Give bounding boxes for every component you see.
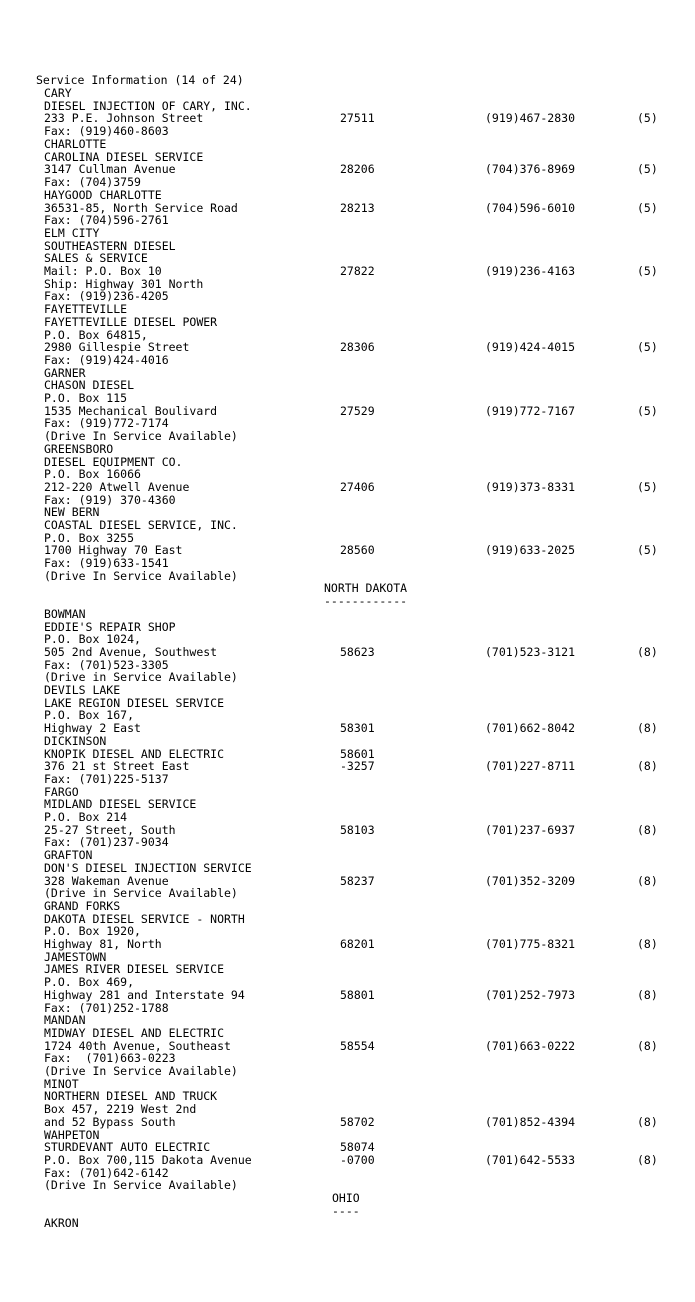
region-code: (8) bbox=[637, 759, 658, 773]
zip-code: 58702 bbox=[340, 1115, 375, 1129]
listing-text: MIDLAND DIESEL SERVICE bbox=[44, 797, 197, 811]
listing-text: P.O. Box 64815, bbox=[44, 328, 148, 342]
listing-text: 1724 40th Avenue, Southeast bbox=[44, 1039, 231, 1053]
listing-text: Highway 2 East bbox=[44, 721, 141, 735]
zip-code: 58801 bbox=[340, 988, 375, 1002]
region-code: (5) bbox=[637, 480, 658, 494]
phone-number: (704)376-8969 bbox=[485, 162, 576, 176]
listing-text: MANDAN bbox=[44, 1013, 86, 1027]
listing-text: Highway 81, North bbox=[44, 937, 162, 951]
listing-text: DEVILS LAKE bbox=[44, 683, 121, 697]
listing-text: 212-220 Atwell Avenue bbox=[44, 480, 190, 494]
listing-text: 36531-85, North Service Road bbox=[44, 201, 238, 215]
listing-text: (Drive in Service Available) bbox=[44, 886, 238, 900]
listing-text: BOWMAN bbox=[44, 607, 86, 621]
page-title: Service Information (14 of 24) bbox=[36, 73, 244, 87]
region-code: (5) bbox=[637, 111, 658, 125]
listing-text: DICKINSON bbox=[44, 734, 107, 748]
zip-code: 27529 bbox=[340, 404, 375, 418]
listing-text: Fax: (701)642-6142 bbox=[44, 1166, 169, 1180]
zip-code: 58601 bbox=[340, 747, 375, 761]
zip-code: 58103 bbox=[340, 823, 375, 837]
listing-text: P.O. Box 214 bbox=[44, 810, 128, 824]
zip-code: 28213 bbox=[340, 201, 375, 215]
state-heading: OHIO bbox=[332, 1191, 360, 1205]
state-heading-underline: ---- bbox=[332, 1204, 360, 1218]
listing-text: MIDWAY DIESEL AND ELECTRIC bbox=[44, 1026, 225, 1040]
listing-text: GARNER bbox=[44, 366, 86, 380]
region-code: (8) bbox=[637, 1153, 658, 1167]
listing-text: Fax: (919) 370-4360 bbox=[44, 493, 176, 507]
listing-text: 233 P.E. Johnson Street bbox=[44, 111, 204, 125]
phone-number: (701)252-7973 bbox=[485, 988, 576, 1002]
listing-text: KNOPIK DIESEL AND ELECTRIC bbox=[44, 747, 225, 761]
listing-text: DIESEL INJECTION OF CARY, INC. bbox=[44, 99, 252, 113]
phone-number: (919)373-8331 bbox=[485, 480, 576, 494]
listing-text: EDDIE'S REPAIR SHOP bbox=[44, 620, 176, 634]
phone-number: (919)633-2025 bbox=[485, 543, 576, 557]
phone-number: (701)523-3121 bbox=[485, 645, 576, 659]
listing-text: SOUTHEASTERN DIESEL bbox=[44, 239, 176, 253]
region-code: (5) bbox=[637, 264, 658, 278]
listing-text: 25-27 Street, South bbox=[44, 823, 176, 837]
listing-text: Fax: (701)225-5137 bbox=[44, 772, 169, 786]
listing-text: WAHPETON bbox=[44, 1128, 100, 1142]
listing-text: DIESEL EQUIPMENT CO. bbox=[44, 455, 183, 469]
zip-code: 27822 bbox=[340, 264, 375, 278]
state-heading: NORTH DAKOTA bbox=[324, 581, 408, 595]
phone-number: (701)852-4394 bbox=[485, 1115, 576, 1129]
listing-text: GREENSBORO bbox=[44, 442, 114, 456]
listing-text: 3147 Cullman Avenue bbox=[44, 162, 176, 176]
listing-text: 376 21 st Street East bbox=[44, 759, 190, 773]
listing-text: (Drive in Service Available) bbox=[44, 670, 238, 684]
listing-text: Fax: (919)424-4016 bbox=[44, 353, 169, 367]
listing-text: Fax: (919)460-8603 bbox=[44, 124, 169, 138]
region-code: (5) bbox=[637, 404, 658, 418]
listing-text: 1700 Highway 70 East bbox=[44, 543, 183, 557]
listing-text: FARGO bbox=[44, 785, 79, 799]
phone-number: (701)227-8711 bbox=[485, 759, 576, 773]
phone-number: (701)237-6937 bbox=[485, 823, 576, 837]
listing-text: NORTHERN DIESEL AND TRUCK bbox=[44, 1089, 218, 1103]
region-code: (8) bbox=[637, 988, 658, 1002]
region-code: (5) bbox=[637, 543, 658, 557]
listing-text: P.O. Box 1920, bbox=[44, 924, 141, 938]
listing-text: 1535 Mechanical Boulivard bbox=[44, 404, 218, 418]
listing-text: and 52 Bypass South bbox=[44, 1115, 176, 1129]
listing-text: JAMESTOWN bbox=[44, 950, 107, 964]
region-code: (8) bbox=[637, 823, 658, 837]
zip-code: 68201 bbox=[340, 937, 375, 951]
state-heading-underline: ------------ bbox=[324, 594, 408, 608]
region-code: (5) bbox=[637, 162, 658, 176]
listing-text: (Drive In Service Available) bbox=[44, 1178, 238, 1192]
listing-text: Fax: (701)663-0223 bbox=[44, 1051, 176, 1065]
zip-code: 28306 bbox=[340, 340, 375, 354]
listing-text: FAYETTEVILLE bbox=[44, 302, 128, 316]
listing-text: DON'S DIESEL INJECTION SERVICE bbox=[44, 861, 252, 875]
listing-text: Fax: (919)236-4205 bbox=[44, 289, 169, 303]
listing-text: GRAND FORKS bbox=[44, 899, 121, 913]
zip-code: 58301 bbox=[340, 721, 375, 735]
phone-number: (701)352-3209 bbox=[485, 874, 576, 888]
listing-text: HAYGOOD CHARLOTTE bbox=[44, 188, 162, 202]
region-code: (8) bbox=[637, 721, 658, 735]
listing-text: COASTAL DIESEL SERVICE, INC. bbox=[44, 518, 238, 532]
listing-text: Fax: (919)633-1541 bbox=[44, 556, 169, 570]
zip-code: 58074 bbox=[340, 1140, 375, 1154]
listing-text: P.O. Box 16066 bbox=[44, 467, 141, 481]
listing-text: CHARLOTTE bbox=[44, 137, 107, 151]
zip-code: 28560 bbox=[340, 543, 375, 557]
listing-text: LAKE REGION DIESEL SERVICE bbox=[44, 696, 225, 710]
listing-text: P.O. Box 1024, bbox=[44, 632, 141, 646]
listing-text: AKRON bbox=[44, 1216, 79, 1230]
listing-text: ELM CITY bbox=[44, 226, 100, 240]
listing-text: CHASON DIESEL bbox=[44, 378, 135, 392]
region-code: (8) bbox=[637, 937, 658, 951]
listing-text: P.O. Box 167, bbox=[44, 708, 135, 722]
listing-text: MINOT bbox=[44, 1077, 79, 1091]
listing-text: Highway 281 and Interstate 94 bbox=[44, 988, 245, 1002]
region-code: (8) bbox=[637, 1039, 658, 1053]
listing-text: P.O. Box 115 bbox=[44, 391, 128, 405]
listing-text: Fax: (704)3759 bbox=[44, 175, 141, 189]
listing-text: (Drive In Service Available) bbox=[44, 569, 238, 583]
listing-text: 2980 Gillespie Street bbox=[44, 340, 190, 354]
listing-text: Fax: (919)772-7174 bbox=[44, 416, 169, 430]
zip-code: 58554 bbox=[340, 1039, 375, 1053]
listing-text: FAYETTEVILLE DIESEL POWER bbox=[44, 315, 218, 329]
phone-number: (919)236-4163 bbox=[485, 264, 576, 278]
listing-text: Fax: (701)237-9034 bbox=[44, 835, 169, 849]
listing-text: Mail: P.O. Box 10 bbox=[44, 264, 162, 278]
zip-code: 27511 bbox=[340, 111, 375, 125]
region-code: (8) bbox=[637, 874, 658, 888]
listing-text: STURDEVANT AUTO ELECTRIC bbox=[44, 1140, 211, 1154]
region-code: (5) bbox=[637, 340, 658, 354]
listing-text: P.O. Box 700,115 Dakota Avenue bbox=[44, 1153, 252, 1167]
listing-text: 328 Wakeman Avenue bbox=[44, 874, 169, 888]
listing-text: Fax: (704)596-2761 bbox=[44, 213, 169, 227]
listing-text: (Drive In Service Available) bbox=[44, 429, 238, 443]
phone-number: (919)772-7167 bbox=[485, 404, 576, 418]
region-code: (8) bbox=[637, 1115, 658, 1129]
listing-text: Fax: (701)252-1788 bbox=[44, 1001, 169, 1015]
listing-text: 505 2nd Avenue, Southwest bbox=[44, 645, 218, 659]
listing-text: P.O. Box 469, bbox=[44, 975, 135, 989]
zip-code: 27406 bbox=[340, 480, 375, 494]
listing-text: Box 457, 2219 West 2nd bbox=[44, 1102, 197, 1116]
zip-code: -3257 bbox=[340, 759, 375, 773]
listing-text: CAROLINA DIESEL SERVICE bbox=[44, 150, 204, 164]
phone-number: (701)663-0222 bbox=[485, 1039, 576, 1053]
phone-number: (919)467-2830 bbox=[485, 111, 576, 125]
listing-text: DAKOTA DIESEL SERVICE - NORTH bbox=[44, 912, 245, 926]
listing-text: Fax: (701)523-3305 bbox=[44, 658, 169, 672]
phone-number: (919)424-4015 bbox=[485, 340, 576, 354]
phone-number: (701)775-8321 bbox=[485, 937, 576, 951]
listing-text: P.O. Box 3255 bbox=[44, 531, 135, 545]
listing-text: (Drive In Service Available) bbox=[44, 1064, 238, 1078]
region-code: (8) bbox=[637, 645, 658, 659]
zip-code: 28206 bbox=[340, 162, 375, 176]
listing-text: NEW BERN bbox=[44, 505, 100, 519]
listing-text: JAMES RIVER DIESEL SERVICE bbox=[44, 962, 225, 976]
listing-text: GRAFTON bbox=[44, 848, 93, 862]
phone-number: (701)642-5533 bbox=[485, 1153, 576, 1167]
phone-number: (704)596-6010 bbox=[485, 201, 576, 215]
zip-code: 58623 bbox=[340, 645, 375, 659]
zip-code: 58237 bbox=[340, 874, 375, 888]
listing-text: CARY bbox=[44, 86, 72, 100]
phone-number: (701)662-8042 bbox=[485, 721, 576, 735]
listing-text: Ship: Highway 301 North bbox=[44, 277, 204, 291]
region-code: (5) bbox=[637, 201, 658, 215]
zip-code: -0700 bbox=[340, 1153, 375, 1167]
listing-text: SALES & SERVICE bbox=[44, 251, 148, 265]
